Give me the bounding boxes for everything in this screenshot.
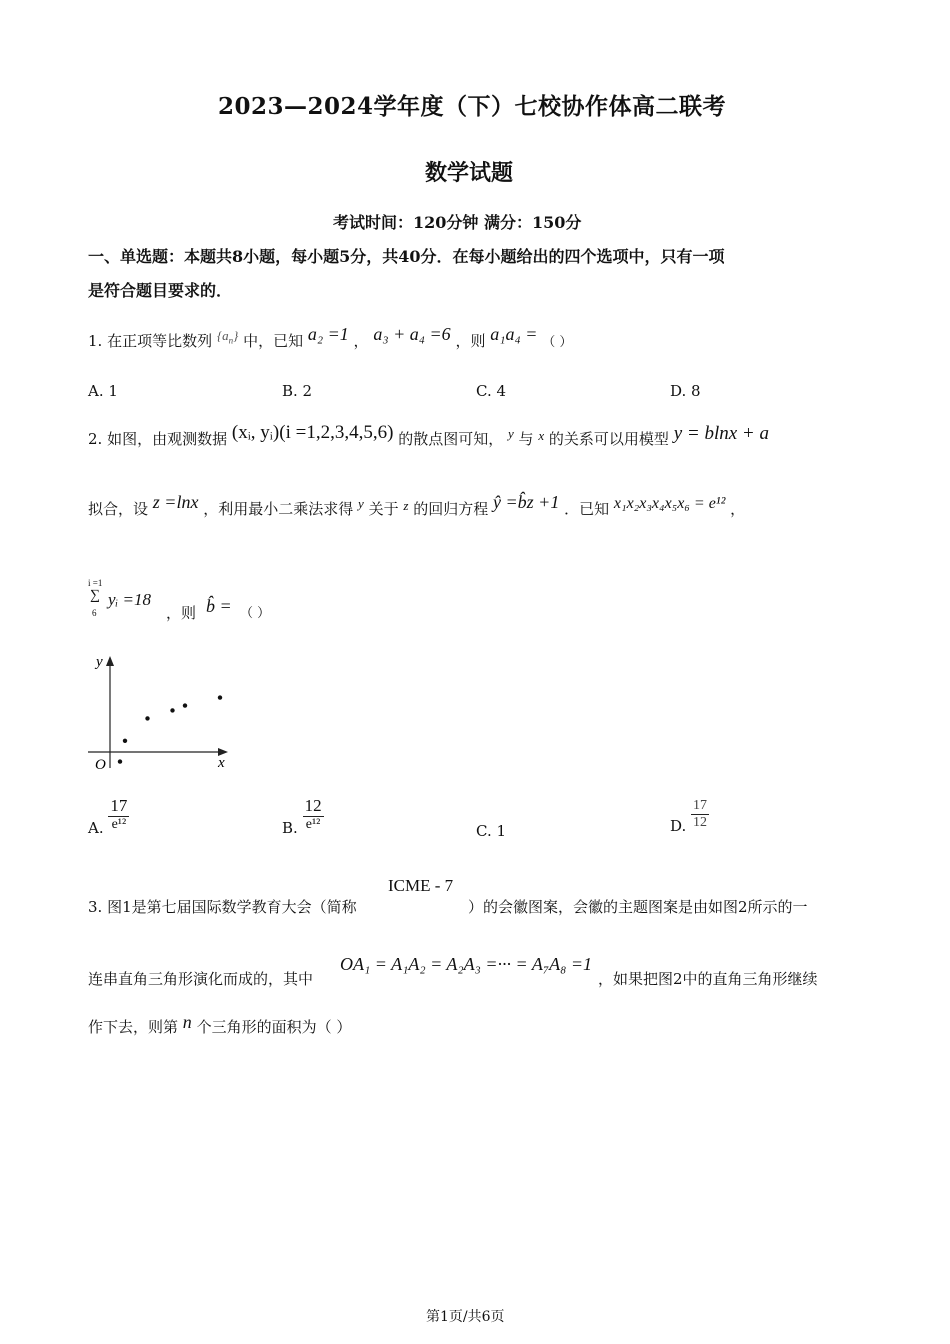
q2-text-9: ．已知: [564, 500, 610, 518]
q2-option-d-fraction: [691, 798, 709, 831]
q2-text-5: 拟合，设: [88, 500, 149, 518]
q1-option-a[interactable]: A. 1: [88, 382, 118, 400]
section-heading: [88, 240, 725, 308]
q2-option-a-den: e¹²: [111, 817, 127, 832]
axis-label-x: x: [218, 755, 225, 771]
scatter-point-3: [145, 716, 149, 720]
q2-z-def: z =lnx: [152, 492, 199, 512]
q3-text-6: 个三角形的面积为（ ）: [196, 1018, 352, 1036]
q3-text-4: ，如果把图2中的直角三角形继续: [598, 970, 818, 988]
question-3-line-1: [88, 876, 868, 916]
q2-data: (xᵢ, yᵢ)(i =1,2,3,4,5,6): [231, 422, 394, 443]
q2-option-b-label: B.: [282, 818, 298, 837]
q1-text-2: 中，已知: [243, 332, 304, 350]
q2-sum-top: i =1: [88, 578, 103, 588]
q2-option-a-num: 17: [110, 796, 128, 815]
q1-text-3: ，则: [455, 332, 486, 350]
question-1-stem: [88, 324, 573, 352]
q1-eq-3: a₁a₄ =: [490, 324, 538, 344]
q3-text-1: 3. 图1是第七届国际数学教育大会（简称: [88, 898, 357, 916]
q2-option-b-den: e¹²: [305, 817, 321, 832]
question-2-line-2: [88, 492, 746, 519]
q2-option-d-label: D.: [670, 816, 687, 835]
y-axis-arrow: [106, 656, 114, 666]
section-heading-line1: 一、单选题：本题共8小题，每小题5分，共40分．在每小题给出的四个选项中，只有一项: [88, 247, 725, 266]
q2-sum-sign: ∑: [90, 588, 100, 603]
q2-model: y = blnx + a: [673, 423, 769, 444]
q2-option-a-fraction: [108, 796, 129, 833]
scatter-point-2: [123, 739, 127, 743]
exam-title: 2023—2024学年度（下）七校协作体高二联考: [218, 93, 727, 120]
q3-n: n: [182, 1012, 192, 1032]
q2-text-8: 的回归方程: [413, 500, 489, 518]
q2-text-10: ，则: [166, 604, 197, 622]
q1-option-c[interactable]: C. 4: [476, 382, 507, 400]
q1-eq-1: a₂ =1: [307, 324, 349, 344]
q2-text-6: ，利用最小二乘法求得: [203, 500, 354, 518]
q2-sum-bottom: 6: [92, 608, 97, 618]
q2-option-b-fraction: [303, 796, 324, 833]
q2-bhat: b̂ =: [206, 596, 232, 616]
q2-regression: ŷ =b̂z +1: [493, 492, 560, 512]
q2-sum-expr: yᵢ =18: [108, 590, 151, 609]
subject-title: 数学试题: [425, 160, 514, 186]
exam-info: 考试时间：120分钟 满分：150分: [333, 213, 582, 232]
q2-option-b[interactable]: [282, 796, 324, 837]
q2-option-b-num: 12: [304, 796, 322, 815]
page-footer: 第1页/共6页: [426, 1309, 505, 1325]
q2-option-d-num: 17: [693, 798, 708, 813]
q2-option-d-den: 12: [693, 815, 708, 830]
scatter-points: [118, 695, 222, 763]
q2-y: y: [507, 426, 514, 441]
q1-sep: ，: [353, 332, 369, 350]
q1-eq-2: a₃ + a₄ =6: [373, 324, 451, 344]
q2-paren: （ ）: [240, 606, 271, 621]
q3-text-2: ）的会徽图案，会徽的主题图案是由如图2所示的一: [468, 898, 808, 916]
q2-option-c[interactable]: C. 1: [476, 822, 507, 840]
question-3-line-3: [88, 1012, 352, 1037]
q2-product: x₁x₂x₃x₄x₅x₆ = e¹²: [613, 495, 726, 512]
scatter-point-4: [170, 708, 174, 712]
scatter-point-6: [218, 695, 222, 699]
section-heading-line2: 是符合题目要求的．: [88, 281, 233, 300]
q2-text-3: 与: [518, 430, 534, 448]
q2-z-2: z: [403, 498, 409, 513]
q3-text-3: 连串直角三角形演化而成的，其中: [88, 970, 314, 988]
q2-text-1: 2. 如图，由观测数据: [88, 430, 228, 448]
origin-label: O: [95, 757, 106, 773]
q1-option-b[interactable]: B. 2: [282, 382, 313, 400]
q2-option-a[interactable]: [88, 796, 129, 837]
q2-text-7: 关于: [368, 500, 399, 518]
question-3-line-2: [88, 954, 868, 994]
q2-comma: ，: [730, 500, 746, 518]
q3-text-5: 作下去，则第: [88, 1018, 179, 1036]
q3-icme: ICME - 7: [388, 876, 454, 895]
scatter-point-5: [183, 703, 187, 707]
scatter-point-1: [118, 759, 122, 763]
q2-option-a-label: A.: [88, 818, 104, 837]
axis-label-y: y: [96, 654, 103, 670]
question-2-line-1: [88, 422, 769, 450]
q2-text-2: 的散点图可知，: [398, 430, 504, 448]
q2-x: x: [538, 428, 545, 443]
q1-text-1: 1. 在正项等比数列: [88, 332, 213, 350]
q2-scatter-plot: [88, 650, 238, 775]
q3-equation: OA₁ = A₁A₂ = A₂A₃ =··· = A₇A₈ =1: [340, 954, 593, 974]
q2-text-4: 的关系可以用模型: [548, 430, 669, 448]
q1-sequence: $\{a_n\}$: [216, 328, 239, 346]
q2-option-d[interactable]: [670, 798, 709, 835]
q2-y-2: y: [358, 496, 364, 511]
q1-option-d[interactable]: D. 8: [670, 382, 701, 400]
q1-paren: （ ）: [542, 335, 573, 350]
